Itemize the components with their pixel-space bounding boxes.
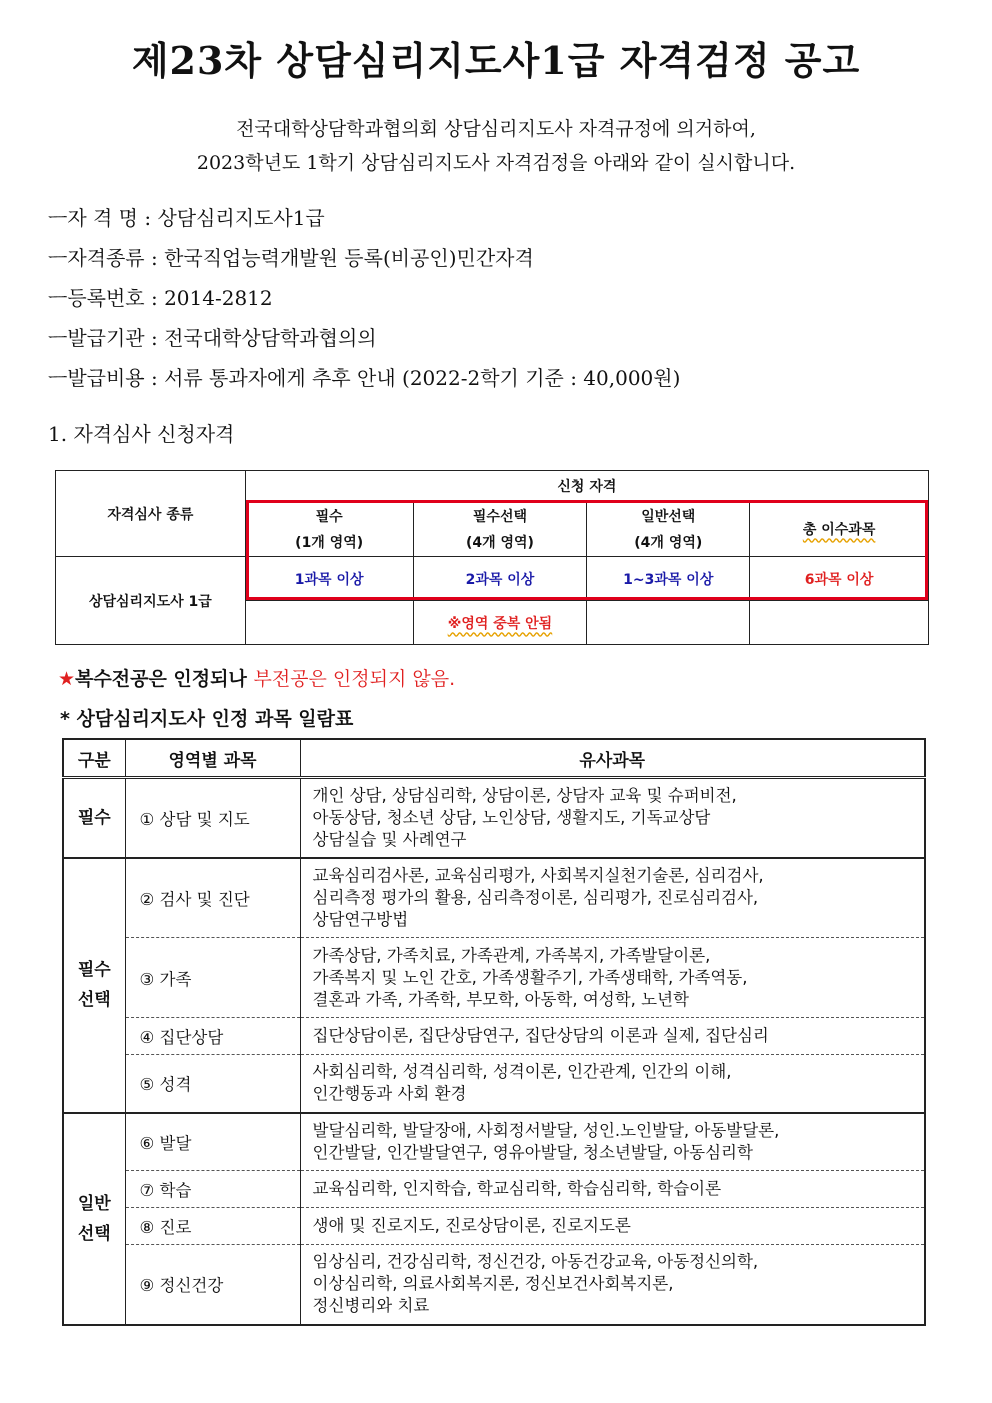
subject-cell: ④ 집단상담 (125, 1018, 300, 1055)
group-general-elective: 일반 선택 (63, 1113, 125, 1325)
apply-header: 신청 자격 (245, 471, 928, 501)
subject-cell: ③ 가족 (125, 938, 300, 1018)
value-required: 1과목 이상 (245, 557, 413, 601)
page-title: 제23차 상담심리지도사1급 자격검정 공고 (131, 38, 861, 83)
similar-cell: 개인 상담, 상담심리학, 상담이론, 상담자 교육 및 슈퍼비전, 아동상담, 청소년 상담, 노인상담, 생활지도, 기독교상담 상담실습 및 사례연구 (300, 778, 925, 858)
info-list (48, 198, 948, 398)
table-row (63, 1245, 925, 1325)
section-1-heading: 1. 자격심사 신청자격 (48, 422, 235, 446)
info-row-fee: ㅡ발급비용 : 서류 통과자에게 추후 안내 (2022-2학기 기준 : 40,000원) (48, 366, 681, 390)
type-header: 자격심사 종류 (56, 471, 246, 557)
note-empty-1 (245, 601, 413, 645)
group-required-elective: 필수 선택 (63, 858, 125, 1113)
minor-notice: ★복수전공은 인정되나 부전공은 인정되지 않음. (58, 668, 456, 690)
value-general-elective: 1~3과목 이상 (587, 557, 750, 601)
subject-cell: ⑧ 진로 (125, 1208, 300, 1245)
similar-cell: 임상심리, 건강심리학, 정신건강, 아동건강교육, 아동정신의학, 이상심리학, 의료사회복지론, 정신보건사회복지론, 정신병리와 치료 (300, 1245, 925, 1325)
intro-line-2: 2023학년도 1학기 상담심리지도사 자격검정을 아래와 같이 실시합니다. (196, 152, 796, 174)
header-similar: 유사과목 (300, 739, 925, 778)
similar-cell: 집단상담이론, 집단상담연구, 집단상담의 이론과 실제, 집단심리 (300, 1018, 925, 1055)
intro-line-1: 전국대학상담학과협의회 상담심리지도사 자격규정에 의거하여, (236, 118, 756, 140)
col-total: 총 이수과목 (750, 501, 929, 557)
table-row (63, 1171, 925, 1208)
group-required: 필수 (63, 778, 125, 858)
intro-text (0, 112, 992, 180)
note-empty-3 (750, 601, 929, 645)
value-total: 6과목 이상 (750, 557, 929, 601)
info-row-type: ㅡ자격종류 : 한국직업능력개발원 등록(비공인)민간자격 (48, 246, 534, 270)
table-row (63, 938, 925, 1018)
info-row-regno: ㅡ등록번호 : 2014-2812 (48, 286, 273, 310)
value-required-elective: 2과목 이상 (413, 557, 587, 601)
similar-cell: 가족상담, 가족치료, 가족관계, 가족복지, 가족발달이론, 가족복지 및 노인 간호, 가족생활주기, 가족생태학, 가족역동, 결혼과 가족, 가족학, 부모학, 아동학, 여성학, 노년학 (300, 938, 925, 1018)
table-row (63, 1055, 925, 1113)
subject-cell: ② 검사 및 진단 (125, 858, 300, 938)
col-required-elective: 필수선택 (4개 영역) (413, 501, 587, 557)
application-qualification-table (55, 470, 929, 645)
subject-cell: ⑦ 학습 (125, 1171, 300, 1208)
row-label-level1: 상담심리지도사 1급 (56, 557, 246, 645)
table-row (63, 1113, 925, 1171)
subject-cell: ① 상담 및 지도 (125, 778, 300, 858)
table-row (63, 1208, 925, 1245)
note-empty-2 (587, 601, 750, 645)
subject-cell: ⑤ 성격 (125, 1055, 300, 1113)
duplicate-note: ※영역 중복 안됨 (413, 601, 587, 645)
similar-cell: 교육심리학, 인지학습, 학교심리학, 학습심리학, 학습이론 (300, 1171, 925, 1208)
table-row (63, 858, 925, 938)
col-required: 필수 (1개 영역) (245, 501, 413, 557)
info-row-issuer: ㅡ발급기관 : 전국대학상담학과협의의 (48, 326, 377, 350)
header-subject: 영역별 과목 (125, 739, 300, 778)
subject-cell: ⑥ 발달 (125, 1113, 300, 1171)
table-row (63, 1018, 925, 1055)
similar-cell: 생애 및 진로지도, 진로상담이론, 진로지도론 (300, 1208, 925, 1245)
subject-cell: ⑨ 정신건강 (125, 1245, 300, 1325)
header-category: 구분 (63, 739, 125, 778)
similar-cell: 교육심리검사론, 교육심리평가, 사회복지실천기술론, 심리검사, 심리측정 평가의 활용, 심리측정이론, 심리평가, 진로심리검사, 상담연구방법 (300, 858, 925, 938)
table-row (63, 778, 925, 858)
similar-cell: 발달심리학, 발달장애, 사회정서발달, 성인.노인발달, 아동발달론, 인간발달, 인간발달연구, 영유아발달, 청소년발달, 아동심리학 (300, 1113, 925, 1171)
info-row-name: ㅡ자 격 명 : 상담심리지도사1급 (48, 206, 325, 230)
star-icon: ★ (58, 668, 76, 690)
col-general-elective: 일반선택 (4개 영역) (587, 501, 750, 557)
recognized-courses-table (62, 738, 926, 1326)
similar-cell: 사회심리학, 성격심리학, 성격이론, 인간관계, 인간의 이해, 인간행동과 사회 환경 (300, 1055, 925, 1113)
course-list-title: * 상담심리지도사 인정 과목 일람표 (60, 708, 354, 730)
